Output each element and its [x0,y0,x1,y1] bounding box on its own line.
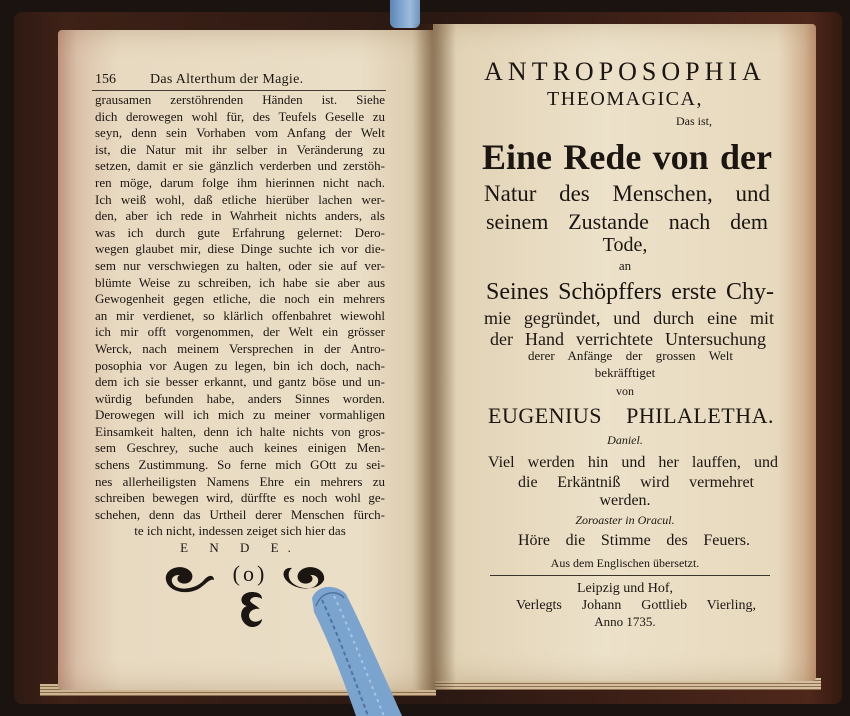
body-line: bekräfftiget [594,365,656,380]
an-label: an [618,258,632,273]
text-line: ist, die Natur mit ihr selber in Veränderung zu [95,141,385,157]
motto-line: die Erkäntniß wird vermehret [518,474,754,491]
ornament-center: (o) [232,561,268,586]
motto-line: werden. [599,492,651,509]
imprint-rule [490,575,770,576]
text-line: Derowegen will ich mich zu meiner vormahligen [95,407,385,423]
text-line: setzen, damit er sie gänzlich verderben und zerstöh- [95,158,385,174]
text-line: nes allerheiligsten Namens Ehre ein mehrers zu [95,473,385,489]
text-line: dem ich sie besser erkannt, und gantz böse und un- [95,374,385,390]
text-line: Einsamkeit halten, denn ich halte nichts von gros- [95,423,385,439]
header-rule [92,90,386,91]
text-line: ich mir offt vorgenommen, der Welt ein grösser [95,324,385,340]
von-label: von [616,384,634,398]
text-line: Gewogenheit gegen etliche, die noch ein mehrers [95,291,385,307]
text-line: posophia vor Augen zu legen, bin ich doch, nach- [95,357,385,373]
text-line: sem nur verschwiegen zu halten, oder sie auf ver- [95,257,385,273]
text-line: grausamen zerstöhrenden Händen ist. Siehe [95,92,385,107]
heading-line: Natur des Menschen, und [484,181,770,206]
text-line: sem Geschrey, suche auch keines einigen Men- [95,440,385,456]
heading-line: Tode, [602,234,648,256]
body-line: derer Anfänge der grossen Welt [528,348,733,363]
text-line: würdig befunden habe, anders Sinnes worden. [95,390,385,406]
motto-source: Zoroaster in Oracul. [575,513,675,527]
body-line: der Hand verrichtete Untersuchung [490,329,766,349]
ende-line: E N D E. [180,540,300,556]
text-line: ren möge, darum folge ihm hierinnen nicht nach. [95,174,385,190]
heading-line: Eine Rede von der [482,137,772,177]
imprint-publisher: Verlegts Johann Gottlieb Vierling, [516,598,756,613]
text-line: Ich weiß wohl, daß etliche hierüber lachen wer- [95,191,385,207]
heading-line: seinem Zustande nach dem [486,209,768,234]
imprint-year: Anno 1735. [594,614,656,629]
text-line: schens Zustimmung. So ferne mich GOtt zu sei- [95,457,385,473]
translation-note: Aus dem Englischen übersetzt. [550,556,700,570]
body-line: Seines Schöpffers erste Chy- [486,279,774,305]
text-line: an mir verdienet, so klärlich offenbahret wiewohl [95,307,385,323]
running-head: Das Alterthum der Magie. [150,72,304,87]
motto-line: Höre die Stimme des Feuers. [518,532,750,549]
motto-line: Viel werden hin und her lauffen, und [488,454,778,471]
subtitle-theomagica: THEOMAGICA, [547,88,703,110]
text-line: wegen glaubet mir, diese Dinge suchte ich vor die- [95,241,385,257]
text-line: schehen, denn das Urtheil derer Menschen fürch- [95,506,385,522]
text-line: seyn, denn sein Vorhaben vom Anfang der Welt [95,125,385,141]
author-name: EUGENIUS PHILALETHA. [488,403,774,428]
text-line: Werck, nach meinem Versprechen in der Antro- [95,340,385,356]
body-line: mie gegründet, und durch eine mit [484,308,774,328]
text-line: den, aber ich rede in Wahrheit nichts anders, als [95,208,385,224]
text-line: te ich nicht, indessen zeiget sich hier das [134,523,346,539]
text-line: was ich durch gute Erfahrung gelernet: Dero- [95,224,385,240]
text-line: dich derowegen wohl für, des Teufels Geselle zu [95,108,385,124]
gutter-shadow [412,24,456,690]
text-line: blümte Weise zu schreiben, ich habe sie aber aus [95,274,385,290]
title-antroposophia: ANTROPOSOPHIA [484,57,766,86]
text-line: schreiben bewegen wird, dürffte es noch wohl ge- [95,490,385,506]
left-text-column [95,92,385,557]
das-ist-label: Das ist, [676,114,712,128]
page-number: 156 [95,72,116,87]
motto-source: Daniel. [607,433,643,447]
imprint-place: Leipzig und Hof, [576,581,674,596]
